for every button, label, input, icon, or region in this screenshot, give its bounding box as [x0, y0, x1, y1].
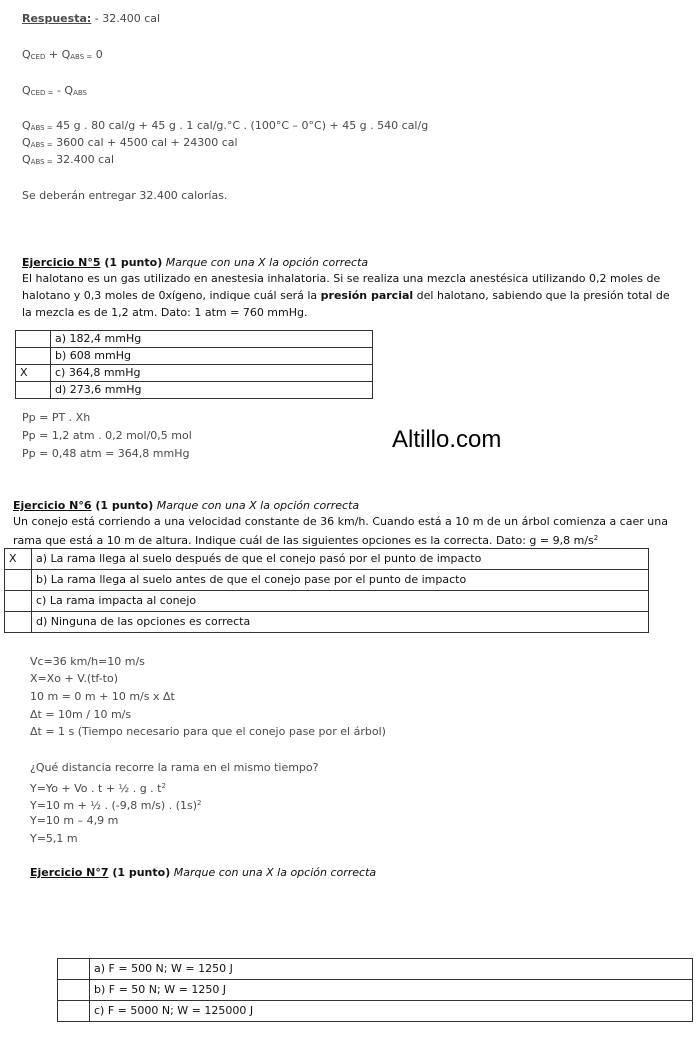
ex5-solution-line-1: Pp = PT . Xh — [22, 411, 91, 424]
ex6-instruction: Marque con una X la opción correcta — [153, 499, 360, 512]
table-row — [16, 331, 373, 348]
table-row — [16, 365, 373, 382]
ex5-instruction: Marque con una X la opción correcta — [162, 256, 369, 269]
eq-symbol: Q — [22, 48, 31, 61]
option-text: d) Ninguna de las opciones es correcta — [32, 612, 649, 633]
ex5-statement-line-3: la mezcla es de 1,2 atm. Dato: 1 atm = 760 mmHg. — [22, 306, 308, 319]
ex6-statement-line-1: Un conejo está corriendo a una velocidad constante de 36 km/h. Cuando está a 10 m de un árbol comienza a caer una — [13, 515, 668, 528]
superscript: 2 — [161, 782, 166, 790]
eq-subscript: ABS — [73, 89, 88, 97]
table-row — [5, 549, 649, 570]
qabs-line-1 — [22, 119, 428, 135]
eq-symbol: Q — [22, 84, 31, 97]
option-mark[interactable] — [16, 382, 51, 399]
superscript: 2 — [197, 799, 202, 807]
ex5-points: (1 punto) — [100, 256, 163, 269]
option-mark[interactable] — [58, 980, 90, 1001]
table-row — [5, 612, 649, 633]
ex7-title: Ejercicio N°7 — [30, 866, 109, 879]
table-row — [58, 959, 693, 980]
ex6-statement-line-2 — [13, 531, 598, 548]
ex6-solution-line-9: Y=5,1 m — [30, 832, 78, 845]
ex6-points: (1 punto) — [91, 499, 154, 512]
heat-equality-equation — [22, 84, 87, 100]
ex6-solution-line-2: X=Xo + V.(tf-to) — [30, 672, 119, 685]
ex5-options-table — [15, 330, 373, 399]
option-text: b) F = 50 N; W = 1250 J — [90, 980, 693, 1001]
table-row — [58, 1001, 693, 1022]
heat-balance-equation — [22, 48, 103, 64]
option-mark[interactable] — [58, 959, 90, 980]
option-mark[interactable]: X — [16, 365, 51, 382]
ex6-solution-line-5: Δt = 1 s (Tiempo necesario para que el conejo pase por el árbol) — [30, 725, 386, 738]
qabs-line-2 — [22, 136, 238, 152]
ex5-text: del halotano, sabiendo que la presión total de — [413, 289, 670, 302]
table-row — [16, 348, 373, 365]
answer-label: Respuesta: — [22, 12, 92, 25]
option-mark[interactable] — [5, 612, 32, 633]
eq-subscript: CED = — [30, 89, 54, 97]
table-row — [16, 382, 373, 399]
eq-text: 45 g . 80 cal/g + 45 g . 1 cal/g.°C . (100°C – 0°C) + 45 g . 540 cal/g — [52, 119, 429, 132]
ex6-solution-line-7 — [30, 796, 201, 813]
ex6-heading — [13, 499, 359, 513]
ex6-solution-line-4: Δt = 10m / 10 m/s — [30, 708, 132, 721]
eq-subscript: ABS = — [30, 141, 53, 149]
eq-symbol: Q — [22, 136, 31, 149]
eq-text: - Q — [53, 84, 74, 97]
ex7-options-table — [57, 958, 693, 1022]
eq-text: + Q — [45, 48, 71, 61]
ex6-solution-line-1: Vc=36 km/h=10 m/s — [30, 655, 145, 668]
eq-subscript: CED — [30, 53, 46, 61]
superscript: 2 — [593, 534, 599, 542]
answer-line — [22, 12, 160, 26]
ex6-title: Ejercicio N°6 — [13, 499, 92, 512]
ex5-text: halotano y 0,3 moles de 0xígeno, indique cuál será la — [22, 289, 321, 302]
ex6-options-table — [4, 548, 649, 633]
answer-value: - 32.400 cal — [91, 12, 161, 25]
eq-subscript: ABS = — [30, 124, 53, 132]
ex5-bold-term: presión parcial — [320, 289, 414, 302]
eq-text: Y=Yo + Vo . t + ½ . g . t — [30, 782, 162, 795]
eq-text: 0 — [92, 48, 103, 61]
eq-symbol: Q — [22, 153, 31, 166]
answer-conclusion: Se deberán entregar 32.400 calorías. — [22, 189, 228, 202]
ex5-heading — [22, 256, 368, 270]
option-text: b) La rama llega al suelo antes de que el conejo pase por el punto de impacto — [32, 570, 649, 591]
eq-text: 32.400 cal — [52, 153, 115, 166]
watermark: Altillo.com — [392, 426, 502, 453]
option-text: a) F = 500 N; W = 1250 J — [90, 959, 693, 980]
table-row — [5, 570, 649, 591]
ex6-question: ¿Qué distancia recorre la rama en el mismo tiempo? — [30, 761, 319, 774]
ex5-solution-line-3: Pp = 0,48 atm = 364,8 mmHg — [22, 447, 190, 460]
ex6-solution-line-6 — [30, 779, 166, 796]
ex5-title: Ejercicio N°5 — [22, 256, 101, 269]
option-text: b) 608 mmHg — [51, 348, 373, 365]
ex5-solution-line-2: Pp = 1,2 atm . 0,2 mol/0,5 mol — [22, 429, 192, 442]
option-mark[interactable] — [16, 331, 51, 348]
ex6-text: rama que está a 10 m de altura. Indique cuál de las siguientes opciones es la correcta. Dato: g = 9,8 m/s — [13, 534, 594, 547]
option-text: a) 182,4 mmHg — [51, 331, 373, 348]
option-mark[interactable] — [5, 591, 32, 612]
option-mark[interactable]: X — [5, 549, 32, 570]
ex6-solution-line-8: Y=10 m – 4,9 m — [30, 814, 119, 827]
table-row — [58, 980, 693, 1001]
eq-symbol: Q — [22, 119, 31, 132]
table-row — [5, 591, 649, 612]
eq-text: 3600 cal + 4500 cal + 24300 cal — [52, 136, 238, 149]
ex7-heading — [30, 866, 376, 880]
option-text: d) 273,6 mmHg — [51, 382, 373, 399]
ex5-statement-line-2 — [22, 289, 670, 303]
ex5-statement-line-1: El halotano es un gas utilizado en anestesia inhalatoria. Si se realiza una mezcla anestésica utilizando 0,2 moles de — [22, 272, 661, 285]
option-text: c) F = 5000 N; W = 125000 J — [90, 1001, 693, 1022]
qabs-line-3 — [22, 153, 114, 169]
eq-text: Y=10 m + ½ . (-9,8 m/s) . (1s) — [30, 799, 198, 812]
option-mark[interactable] — [5, 570, 32, 591]
option-mark[interactable] — [58, 1001, 90, 1022]
option-text: c) La rama impacta al conejo — [32, 591, 649, 612]
eq-subscript: ABS = — [70, 53, 93, 61]
eq-subscript: ABS = — [30, 158, 53, 166]
option-text: a) La rama llega al suelo después de que el conejo pasó por el punto de impacto — [32, 549, 649, 570]
ex7-instruction: Marque con una X la opción correcta — [170, 866, 377, 879]
option-text: c) 364,8 mmHg — [51, 365, 373, 382]
ex7-points: (1 punto) — [108, 866, 171, 879]
option-mark[interactable] — [16, 348, 51, 365]
ex6-solution-line-3: 10 m = 0 m + 10 m/s x Δt — [30, 690, 175, 703]
